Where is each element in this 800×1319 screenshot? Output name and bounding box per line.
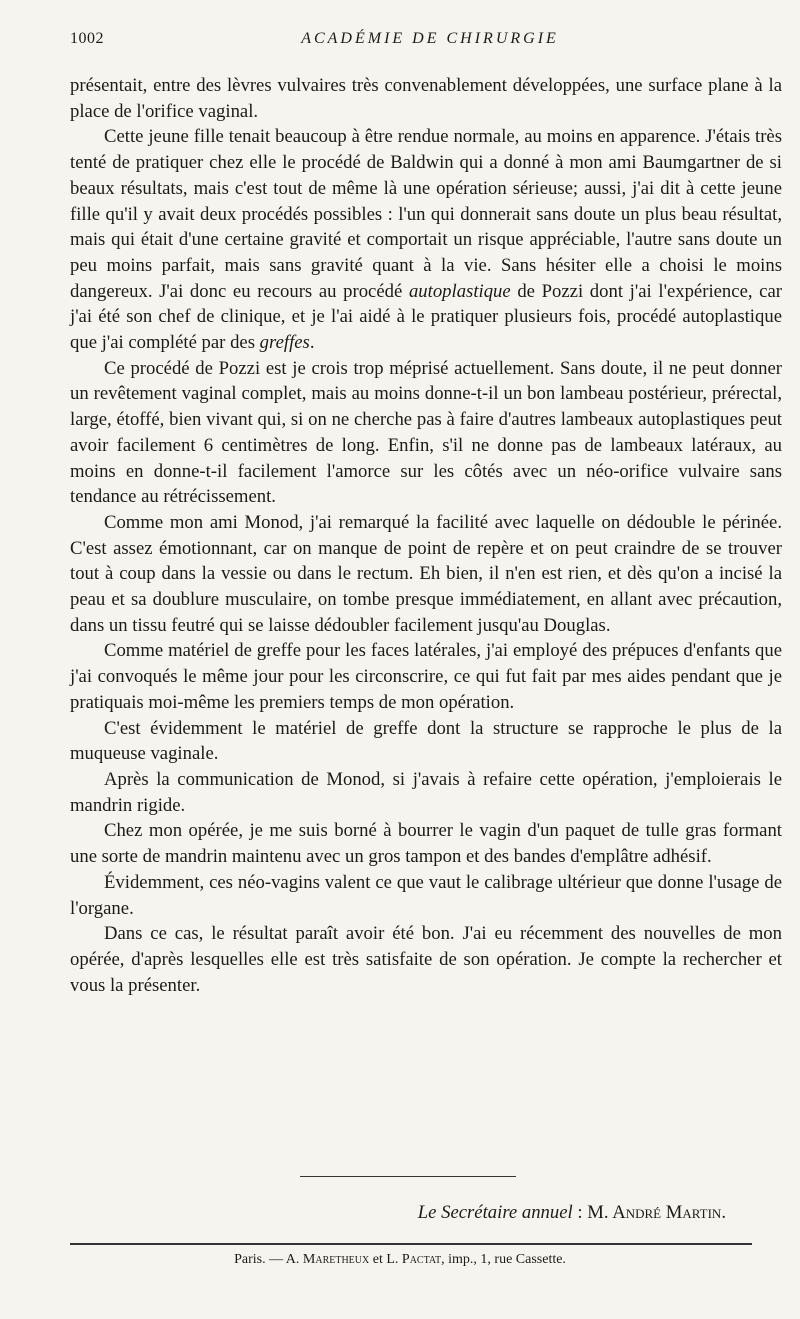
page-number: 1002 [70,30,104,47]
paragraph [70,818,782,869]
footer-rule [70,1243,752,1245]
text-run: Ce procédé de Pozzi est je crois trop méprisé actuellement. Sans doute, il ne peut donner un revêtement vaginal complet, mais au moins donne-t-il un bon lambeau postérieur, prérectal, large, étoffé, bien vivant qui, si on ne cherche pas à faire d'autres lambeaux autoplastiques peut avoir facilement 6 centimètres de long. Enfin, s'il ne donne pas de lambeaux latéraux, au moins en donne-t-il facilement l'amorce sur les côtés avec un néo-orifice vulvaire sans tendance au rétrécissement. [70,357,782,508]
paragraph [70,356,782,510]
text-run: Cette jeune fille tenait beaucoup à être rendue normale, au moins en apparence. J'étais très tenté de pratiquer chez elle le procédé de Baldwin qui a donné à mon ami Baumgartner de si beaux résultats, mais c'est tout de même là une opération sérieuse; aussi, j'ai dit à cette jeune fille qu'il y avait deux procédés possibles : l'un qui donnerait sans doute un plus beau résultat, mais qui était d'une certaine gravité et comportait un risque appréciable, l'autre sans doute un peu moins parfait, mais sans gravité quant à la vie. Sans hésiter elle a choisi le moins dangereux. J'ai donc eu recours au procédé [70,126,782,302]
signature-separator: : [572,1202,588,1223]
page-header [70,30,750,56]
text-run: Comme matériel de greffe pour les faces latérales, j'ai employé des prépuces d'enfants que j'ai convoqués le même jour pour les circonscrire, ce qui fut fait par mes aides pendant que je pratiquais moi-même les premiers temps de mon opération. [70,640,782,713]
paragraph [70,73,782,124]
paragraph [70,124,782,355]
paragraph [70,716,782,767]
italic-term: autoplastique [408,280,511,302]
body-text [70,73,782,998]
text-run: Évidemment, ces néo-vagins valent ce que vaut le calibrage ultérieur que donne l'usage de l'organe. [70,871,782,919]
running-title: ACADÉMIE DE CHIRURGIE [301,30,559,47]
text-run: Après la communication de Monod, si j'avais à refaire cette opération, j'emploierais le mandrin rigide. [70,768,782,816]
text-run: Comme mon ami Monod, j'ai remarqué la facilité avec laquelle on dédouble le périnée. C'est assez émotionnant, car on manque de point de repère et on peut craindre de se trouver tout à coup dans la vessie ou dans le rectum. Eh bien, il n'en est rien, et dès qu'on a incisé la peau et sa doublure musculaire, on tombe presque immédiatement, en allant avec précaution, dans un tissu feutré qui se laisse dédoubler facilement jusqu'au Douglas. [70,511,782,636]
signature-name: M. André Martin. [587,1202,726,1223]
imprint-printer-2: Pactat [401,1252,442,1267]
paragraph [70,638,782,715]
paragraph [70,921,782,998]
imprint-city: Paris. — A. [234,1252,303,1267]
paragraph [70,510,782,639]
paragraph [70,870,782,921]
text-run: C'est évidemment le matériel de greffe dont la structure se rapproche le plus de la muqueuse vaginale. [70,717,782,765]
text-run: . [309,332,315,354]
text-run: Chez mon opérée, je me suis borné à bourrer le vagin d'un paquet de tulle gras formant une sorte de mandrin maintenu avec un gros tampon et des bandes d'emplâtre adhésif. [70,820,782,868]
signature-role: Le Secrétaire annuel [417,1202,573,1223]
signature [418,1202,726,1224]
text-run: Dans ce cas, le résultat paraît avoir été bon. J'ai eu récemment des nouvelles de mon opérée, d'après lesquelles elle est très satisfaite de son opération. Je compte la rechercher et vous la présenter. [70,923,782,996]
printer-imprint [0,1252,800,1268]
imprint-printer-1: Maretheux [302,1252,370,1267]
separator-rule [300,1176,516,1177]
paragraph [70,767,782,818]
text-run: de Pozzi dont j'ai l'expérience, car j'ai été son chef de clinique, et je l'ai aidé à le pratiquer plusieurs fois, procédé autoplastique que j'ai complété par des [70,280,782,354]
imprint-address: , imp., 1, rue Cassette. [441,1252,566,1267]
italic-term: greffes [259,332,310,354]
imprint-mid: et L. [369,1252,402,1267]
text-run: présentait, entre des lèvres vulvaires très convenablement développées, une surface plane à la place de l'orifice vaginal. [70,75,782,122]
